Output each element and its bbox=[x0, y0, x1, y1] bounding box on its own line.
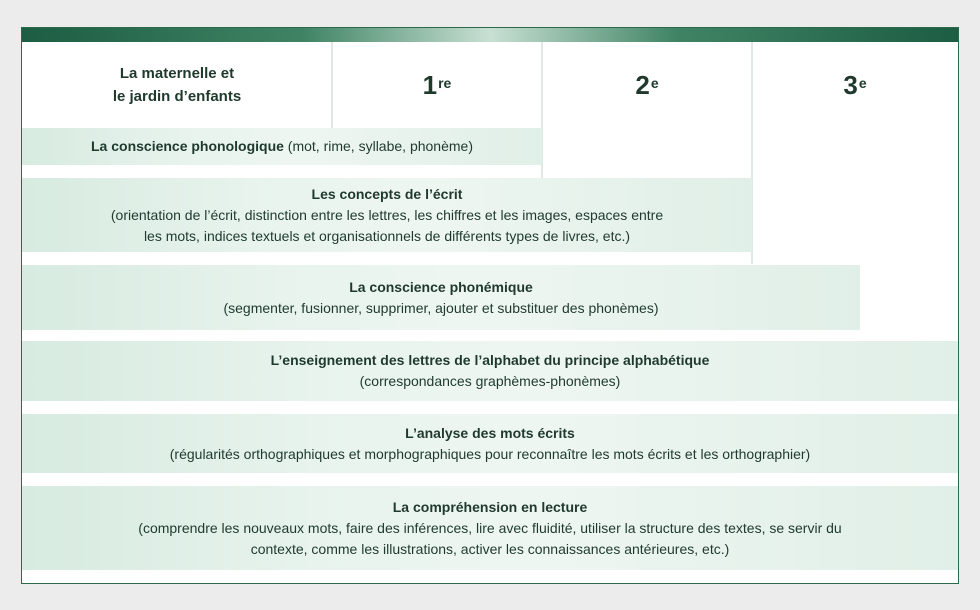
grade-2-suffix: e bbox=[650, 75, 659, 91]
header-grade-3 bbox=[752, 42, 958, 128]
grade-3-suffix: e bbox=[858, 75, 867, 91]
header-grade-1 bbox=[332, 42, 542, 128]
band-6-detail-line1: (comprendre les nouveaux mots, faire des inférences, lire avec fluidité, utiliser la structure des textes, se servir du bbox=[138, 519, 842, 536]
continuum-table bbox=[21, 27, 959, 584]
header-k-line2: le jardin d’enfants bbox=[112, 88, 242, 105]
band-alphabet-letters bbox=[22, 341, 958, 401]
band-3-detail: (segmenter, fusionner, supprimer, ajouter et substituer des phonèmes) bbox=[223, 299, 659, 316]
grade-2-number: 2 bbox=[635, 69, 650, 100]
band-3-title: La conscience phonémique bbox=[349, 278, 533, 295]
band-word-analysis bbox=[22, 414, 958, 473]
band-5-title: L’analyse des mots écrits bbox=[405, 424, 575, 441]
header-kindergarten bbox=[22, 42, 332, 128]
band-2-detail-line2: les mots, indices textuels et organisationnels de différents types de livres, etc.) bbox=[143, 227, 631, 244]
band-4-title: L’enseignement des lettres de l’alphabet du principe alphabétique bbox=[270, 352, 710, 368]
band-phonemic-awareness bbox=[22, 265, 860, 330]
grade-1-number: 1 bbox=[422, 69, 438, 100]
band-reading-comprehension bbox=[22, 486, 958, 570]
header-k-line1: La maternelle et bbox=[119, 65, 235, 82]
band-6-detail-line2: contexte, comme les illustrations, activer les connaissances antérieures, etc.) bbox=[250, 540, 730, 557]
band-2-detail-line1: (orientation de l’écrit, distinction entre les lettres, les chiffres et les images, espaces entre bbox=[110, 206, 664, 223]
band-5-detail: (régularités orthographiques et morphographiques pour reconnaître les mots écrits et les orthographier) bbox=[169, 445, 811, 462]
band-2-title: Les concepts de l’écrit bbox=[311, 185, 463, 202]
grade-1-suffix: re bbox=[438, 75, 452, 91]
band-1-title: La conscience phonologique bbox=[91, 138, 284, 154]
header-grade-2 bbox=[542, 42, 752, 128]
band-1-detail: (mot, rime, syllabe, phonème) bbox=[283, 138, 473, 154]
top-accent-bar bbox=[22, 28, 958, 42]
band-phonological-awareness bbox=[22, 128, 542, 165]
band-print-concepts bbox=[22, 178, 752, 252]
grade-3-number: 3 bbox=[843, 69, 858, 100]
band-4-detail: (correspondances graphèmes-phonèmes) bbox=[359, 373, 621, 389]
band-6-title: La compréhension en lecture bbox=[392, 498, 588, 515]
